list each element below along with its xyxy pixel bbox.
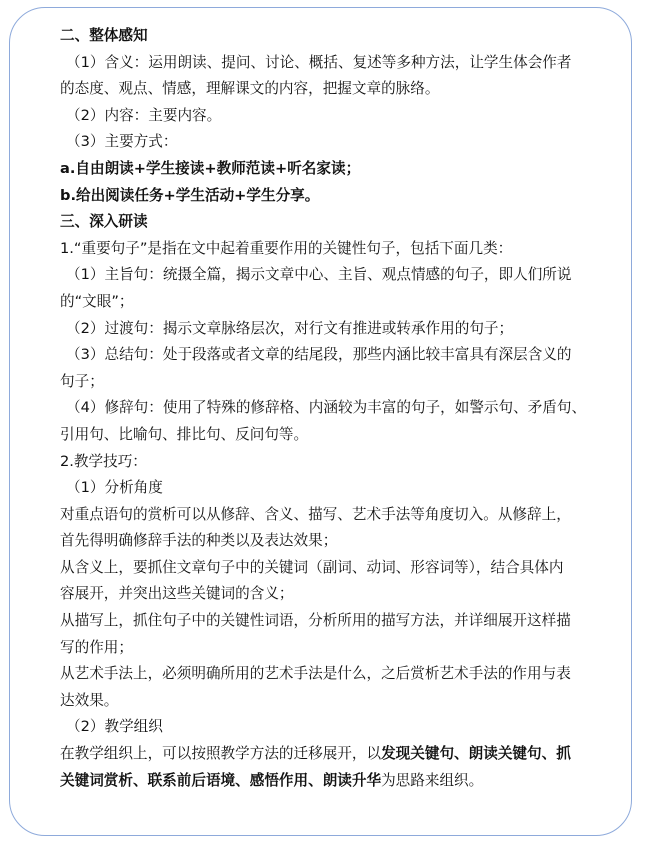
method-b: b.给出阅读任务+学生活动+学生分享。 <box>60 186 320 204</box>
paragraph-meaning-line2: 的态度、观点、情感，理解课文的内容，把握文章的脉络。 <box>60 80 440 98</box>
type-theme-line1: （1）主旨句：统摄全篇，揭示文章中心、主旨、观点情感的句子，即人们所说 <box>66 266 572 284</box>
type-rhetoric-line1: （4）修辞句：使用了特殊的修辞格、内涵较为丰富的句子，如警示句、矛盾句、 <box>66 399 587 417</box>
organization-line1-bold: 发现关键句、朗读关键句、抓 <box>381 745 571 763</box>
organization-line2-bold: 关键词赏析、联系前后语境、感悟作用、朗读升华 <box>60 771 382 789</box>
angle-rhetoric-line2: 首先得明确修辞手法的种类以及表达效果； <box>60 532 338 550</box>
organization-line2 <box>60 768 616 795</box>
type-theme-line2: 的“文眼”； <box>60 292 134 310</box>
angle-rhetoric-line1: 对重点语句的赏析可以从修辞、含义、描写、艺术手法等角度切入。从修辞上， <box>60 505 571 523</box>
type-rhetoric-line2: 引用句、比喻句、排比句、反问句等。 <box>60 425 309 443</box>
angle-artistic-line1: 从艺术手法上，必须明确所用的艺术手法是什么，之后赏析艺术手法的作用与表 <box>60 665 571 683</box>
angle-meaning-line2: 容展开，并突出这些关键词的含义； <box>60 585 294 603</box>
organization-line2-plain: 为思路来组织。 <box>381 771 484 789</box>
paragraph-content: （2）内容：主要内容。 <box>66 106 222 124</box>
section-heading-deep-reading: 三、深入研读 <box>60 213 148 231</box>
document-body <box>60 23 616 794</box>
type-summary-line1: （3）总结句：处于段落或者文章的结尾段，那些内涵比较丰富具有深层含义的 <box>66 346 572 364</box>
angle-description-line1: 从描写上，抓住句子中的关键性词语，分析所用的描写方法，并详细展开这样描 <box>60 612 571 630</box>
organization-line1 <box>60 741 616 768</box>
type-transition: （2）过渡句：揭示文章脉络层次，对行文有推进或转承作用的句子； <box>66 319 514 337</box>
type-summary-line2: 句子； <box>60 372 104 390</box>
paragraph-important-sentences: 1.“重要句子”是指在文中起着重要作用的关键性句子，包括下面几类： <box>60 239 513 257</box>
angle-meaning-line1: 从含义上，要抓住文章句子中的关键词（副词、动词、形容词等），结合具体内 <box>60 558 564 576</box>
section-heading-overall: 二、整体感知 <box>60 27 148 44</box>
paragraph-main-methods: （3）主要方式： <box>66 133 178 151</box>
skill-teaching-organization: （2）教学组织 <box>66 718 163 736</box>
organization-line1-plain: 在教学组织上，可以按照教学方法的迁移展开，以 <box>60 745 382 763</box>
method-a: a.自由朗读+学生接读+教师范读+听名家读； <box>60 159 361 177</box>
paragraph-teaching-skills: 2.教学技巧： <box>60 452 147 470</box>
angle-description-line2: 写的作用； <box>60 638 133 656</box>
angle-artistic-line2: 达效果。 <box>60 691 119 709</box>
paragraph-meaning-line1: （1）含义：运用朗读、提问、讨论、概括、复述等多种方法，让学生体会作者 <box>66 53 572 71</box>
skill-analysis-angle: （1）分析角度 <box>66 479 163 497</box>
